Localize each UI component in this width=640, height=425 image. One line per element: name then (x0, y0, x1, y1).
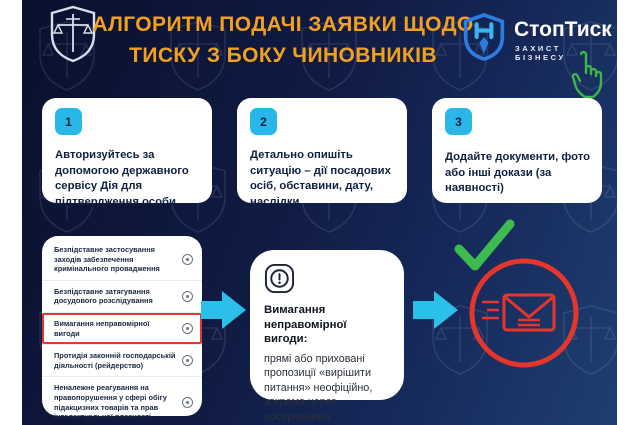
right-arrow-icon (413, 289, 458, 331)
radio-circle-icon[interactable] (182, 355, 193, 366)
category-item-4[interactable] (42, 344, 202, 376)
right-arrow-icon (201, 289, 246, 331)
page-title (92, 9, 474, 71)
step-card-1[interactable] (42, 98, 212, 208)
alert-icon (264, 263, 295, 294)
prosecutor-emblem-icon (48, 5, 98, 63)
category-item-2[interactable] (42, 280, 202, 312)
main-panel (22, 0, 617, 425)
radio-circle-icon[interactable] (182, 291, 193, 302)
category-item-3-selected[interactable] (42, 312, 202, 344)
stoptysk-shield-icon (462, 12, 506, 62)
category-list (42, 236, 202, 422)
category-label: Неналежне реагування на правопорушення у сфері обігу підакцизних товарів та прав інтелектуальної власності (54, 383, 167, 422)
radio-circle-icon[interactable] (182, 323, 193, 334)
brand-tagline: ЗАХИСТ БІЗНЕСУ (515, 44, 566, 62)
step-number-badge: 1 (55, 108, 82, 135)
page-title-line1: АЛГОРИТМ ПОДАЧІ ЗАЯВКИ ЩОДО (92, 13, 474, 36)
detail-card (250, 250, 404, 423)
page-title-line2: ТИСКУ З БОКУ ЧИНОВНИКІВ (129, 44, 437, 67)
category-label: Протидія законній господарській діяльності (рейдерство) (54, 351, 176, 370)
sending-envelope-icon (466, 255, 582, 371)
step-card-2[interactable] (237, 98, 407, 208)
step-card-3[interactable] (432, 98, 602, 203)
radio-circle-icon[interactable] (182, 254, 193, 265)
radio-circle-icon[interactable] (182, 397, 193, 408)
step-text: Авторизуйтесь за допомогою державного сервісу Дія для підтвердження особи (55, 149, 189, 208)
category-label: Безпідставне застосування заходів забезпечення кримінального провадження (54, 245, 160, 274)
category-item-5[interactable] (42, 376, 202, 425)
category-label: Безпідставне затягування досудового розслідування (54, 286, 153, 306)
step-text: Додайте документи, фото або інші докази (за наявності) (445, 151, 591, 194)
detail-body: прямі або приховані пропозиції «вирішити питання» неофіційно, зокрема через посередників (264, 352, 373, 423)
step-number-badge: 2 (250, 108, 277, 135)
step-number-badge: 3 (445, 108, 472, 135)
step-text: Детально опишіть ситуацію – дії посадових осіб, обставини, дату, наслідки (250, 149, 391, 208)
click-hand-icon (565, 50, 607, 100)
detail-heading: Вимагання неправомірної вигоди: (264, 304, 347, 345)
category-item-1[interactable] (42, 239, 202, 280)
brand-name: СтопТиск (514, 18, 612, 41)
category-label: Вимагання неправомірної вигоди (54, 318, 150, 338)
